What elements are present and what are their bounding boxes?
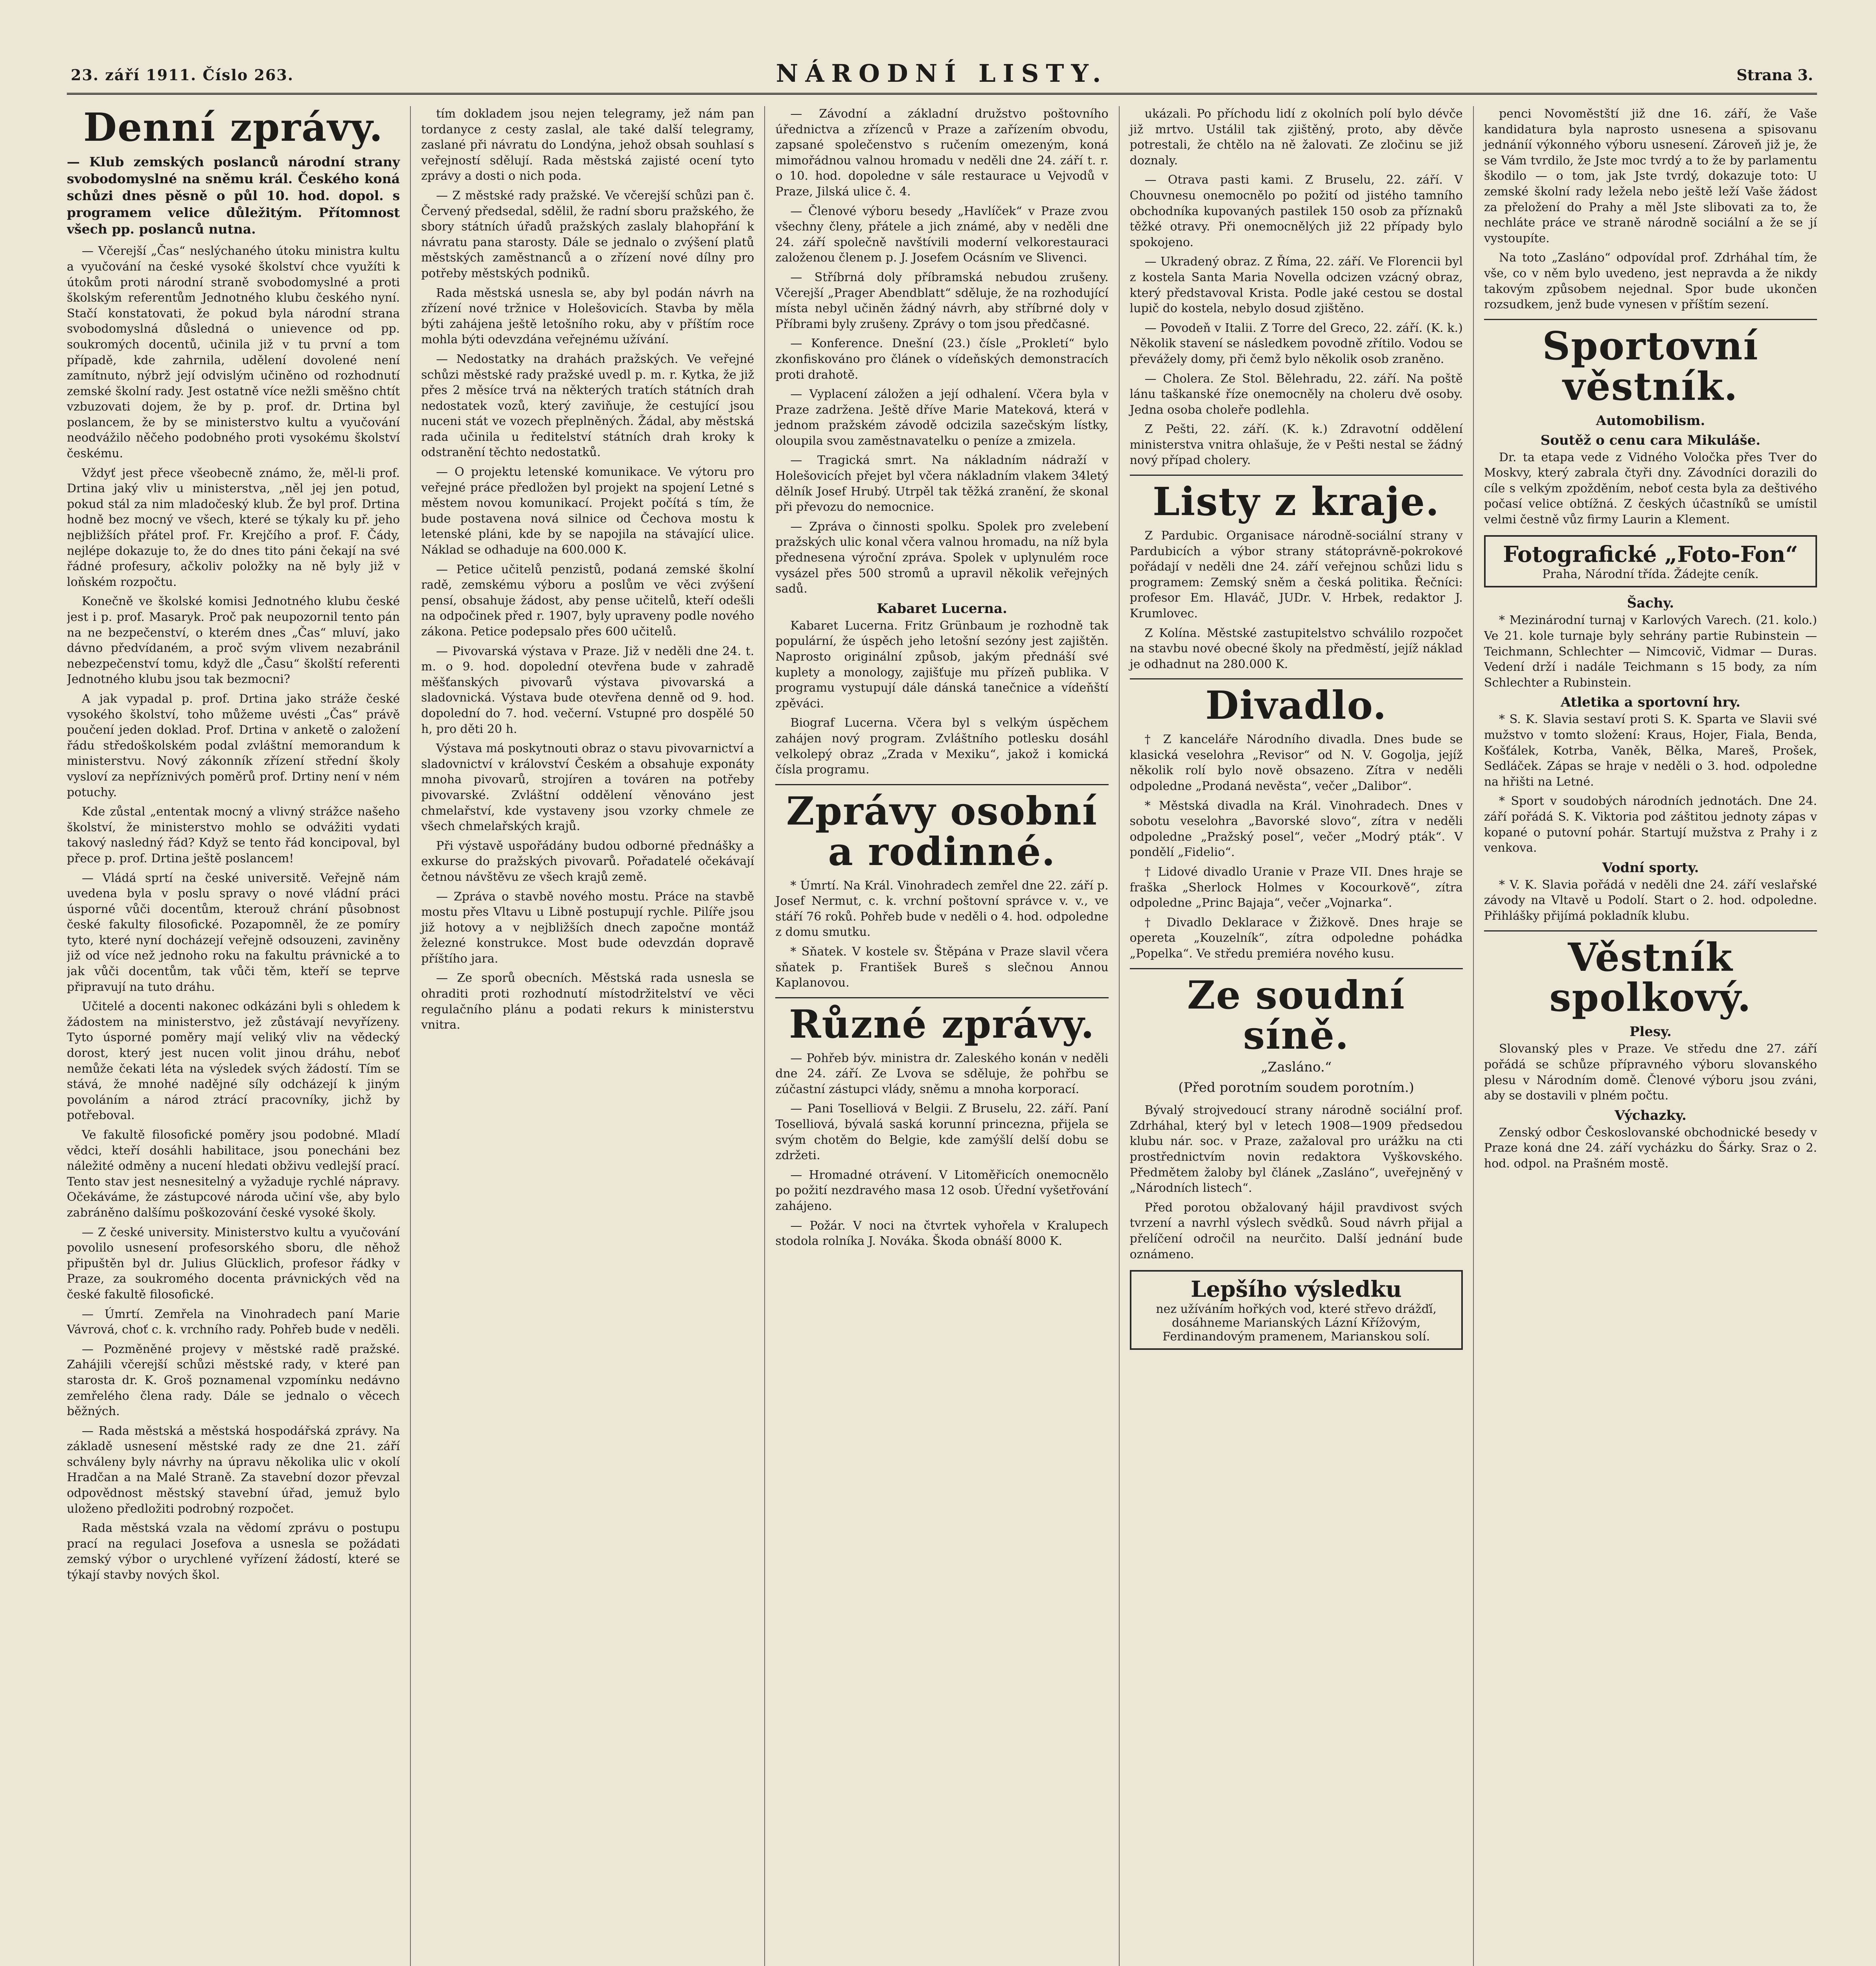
article-paragraph: — Zpráva o činnosti spolku. Spolek pro zvelebení pražských ulic konal včera valnou hromadu, na níž byla přednesena výroční zpráva. Spolek v uplynulém roce vysázel přes 500 stromů a upravil několik veřejných sadů. [775, 519, 1109, 596]
section-divider [1484, 930, 1817, 931]
article-paragraph: A jak vypadal p. prof. Drtina jako stráže české vysokého školství, toho můžeme uvésti „Čas“ právě poučení jeden doklad. Prof. Drtina v anketě o založení řádu středoškolském podal zvláštní memorandum k ministerstvu. Nový zákonník zřízení střední školy vysloví za nepříznivých poměrů prof. Drtiny není v ném potuchy. [67, 692, 400, 799]
article-paragraph: — Úmrtí. Zemřela na Vinohradech paní Marie Vávrová, choť c. k. vrchního rady. Pohřeb bude v neděli. [67, 1307, 400, 1337]
article-paragraph: Z Pardubic. Organisace národně-sociální strany v Pardubicích a výbor strany státoprávně-pokrokové pořádají v neděli dne 24. září veřejnou schůzi lidu s programem: Zemský sněm a česká politika. Řečníci: profesor Em. Hlaváč, JUDr. V. Hrbek, redaktor J. Krumlovec. [1129, 528, 1463, 620]
article-paragraph: — Nedostatky na drahách pražských. Ve veřejné schůzi městské rady pražské uvedl p. m. r. Kytka, že již přes 2 měsíce trvá na některých tratích státních drah nedostatek vozů, který zaviňuje, že cestující jsou nuceni stát ve vozech přeplněných. Žádal, aby městská rada učinila u ředitelství státních drah kroky k odstranění těchto nedostatků. [421, 352, 754, 460]
ad-headline: Lepšího výsledku [1190, 1276, 1402, 1303]
article-title: Soutěž o cenu cara Mikuláše. [1540, 432, 1761, 448]
page-number: Strana 3. [1736, 66, 1813, 84]
article-paragraph: — Cholera. Ze Stol. Bělehradu, 22. září. Na poště lánu taškanské říze onemocněly na choleru dvě osoby. Jedna osoba choleře podlehla. [1129, 372, 1463, 417]
advertisement [1484, 535, 1817, 587]
article-title: Vodní sporty. [1602, 860, 1699, 876]
article-paragraph: — Pani Toselliová v Belgii. Z Bruselu, 22. září. Paní Toselliová, bývalá saská korunní princezna, přijela se svým chotěm do Belgie, kde zamýšlí delší dobu se zdržeti. [775, 1102, 1109, 1163]
article-paragraph: * Mezinárodní turnaj v Karlových Varech. (21. kolo.) Ve 21. kole turnaje byly sehrány partie Rubinstein — Teichmann, Schlechter — Nimcovič, Vidmar — Duras. Vedení drží i nadále Teichmann s 15 body, za ním Schlechter a Rubinstein. [1484, 613, 1817, 690]
article-title: Plesy. [1629, 1024, 1672, 1040]
article-paragraph: Dr. ta etapa vede z Vidného Voločka přes Tver do Moskvy, který zabrala čtyři dny. Závodníci dorazili do cíle s velkým zpožděním, neboť cesta byla za deštivého počasí velice obtížná. Z českých účastníků se umístil velmi čestně vůz firmy Laurin a Klement. [1484, 450, 1817, 526]
article-paragraph: — Pozměněné projevy v městské radě pražské. Zahájili včerejší schůzi městské rady, v které pan starosta dr. K. Groš poznamenal vzpomínku nedávno zemřelého člena rady. Dále se jednalo o věcech běžných. [67, 1342, 400, 1419]
section-heading: Ze soudní síně. [1187, 972, 1405, 1058]
article-paragraph: — Ze sporů obecních. Městská rada usnesla se ohraditi proti rozhodnutí místodržitelství ve věci regulačního plánu a podati rekurs k ministerstvu vnitra. [421, 971, 754, 1032]
article-paragraph: Zenský odbor Českoslovanské obchodnické besedy v Praze koná dne 24. září vycházku do Šárky. Sraz o 2. hod. odpol. na Prašném mostě. [1484, 1125, 1817, 1171]
article-paragraph: ukázali. Po příchodu lidí z okolních polí bylo dévče již mrtvo. Ustálil tak zjištěný, proto, aby děvče potrestali, že chtělo na ně žalovati. Ze zločinu se již doznaly. [1129, 107, 1463, 168]
article-paragraph: Před porotou obžalovaný hájil pravdivost svých tvrzení a navrhl výslech svědků. Soud návrh přijal a přelíčení odročil na neurčito. Další jednání bude oznámeno. [1129, 1200, 1463, 1261]
section-divider [775, 784, 1108, 785]
section-divider [1130, 475, 1463, 476]
ad-text: nez užíváním hořkých vod, které střevo drážďí, dosáhneme Marianských Lázní Křížovým, Ferdinandovým pramenem, Marianskou solí. [1156, 1302, 1437, 1344]
article-paragraph: — Pivovarská výstava v Praze. Již v neděli dne 24. t. m. o 9. hod. dopolední otevřena bude v zahradě měšťanských pivovarů výstava pivovarská a sladovnická. Výstava bude otevřena denně od 9. hod. dopolední do 7. hod. večerní. Vstupné pro dospělé 50 h, pro děti 20 h. [421, 644, 754, 736]
column-5 [1473, 106, 1817, 1966]
section-heading: Věstník spolkový. [1549, 935, 1752, 1021]
issue-date: 23. září 1911. Číslo 263. [71, 66, 294, 84]
article-paragraph: Při výstavě uspořádány budou odborné přednášky a exkurse do pražských pivovarů. Pořadatelé očekávají četnou návštěvu ze všech krajů země. [421, 839, 754, 884]
article-title: Výchazky. [1615, 1107, 1687, 1123]
article-paragraph: Slovanský ples v Praze. Ve středu dne 27. září pořádá se schůze přípravného výboru slovanského plesu v Národním domě. Členové výboru jsou zváni, aby se dostavili v plném počtu. [1484, 1042, 1817, 1103]
article-paragraph: Konečně ve školské komisi Jednotného klubu české jest i p. prof. Masaryk. Proč pak neupozornil tento pán na ne bezpečenství, o kterém dnes „Čas“ mluví, jako dávno předvídaném, a proč svým vlivem nezabránil nebezpečenství tomu, když dle „Času“ školští referenti Jednotného klubu jsou tak bezmocni? [67, 595, 400, 687]
column-1 [67, 106, 410, 1966]
article-paragraph: * Sport v soudobých národních jednotách. Dne 24. září pořádá S. K. Viktoria pod záštitou jednoty zápas v kopané o putovní pohár. Startují mužstva z Prahy i z venkova. [1484, 794, 1817, 855]
article-paragraph: — Tragická smrt. Na nákladním nádraží v Holešovicích přejet byl včera nákladním vlakem 34letý dělník Josef Hrubý. Utrpěl tak těžká zranění, že skonal při převozu do nemocnice. [775, 453, 1109, 514]
article-paragraph: — Z české university. Ministerstvo kultu a vyučování povolilo usnesení profesorského sboru, dle něhož připuštěn byl dr. Julius Glücklich, profesor řádky v Praze, za soukromého docenta právnických věd na české fakultě filosofické. [67, 1225, 400, 1301]
article-paragraph: — Pohřeb býv. ministra dr. Zaleského konán v neděli dne 24. září. Ze Lvova se sděluje, že pohřbu se zúčastní zástupci vlády, sněmu a mnoha korporací. [775, 1051, 1109, 1096]
article-paragraph: Bývalý strojvedoucí strany národně sociální prof. Zdrháhal, který byl v letech 1908—1909 předsedou klubu nár. soc. v Praze, zažaloval pro urážku na cti prostřednictvím novin redaktora Vyškovského. Předmětem žaloby byl článek „Zasláno“, uveřejněný v „Národních listech“. [1129, 1103, 1463, 1195]
section-heading: Listy z kraje. [1153, 479, 1440, 525]
article-paragraph: Z Kolína. Městské zastupitelstvo schválilo rozpočet na stavbu nové obecné školy na předměstí, jejíž náklad je odhadnut na 280.000 K. [1129, 626, 1463, 671]
article-paragraph: Ve fakultě filosofické poměry jsou podobné. Mladí vědci, kteří dosáhli habilitace, jsou ponecháni bez náležité odměny a nucení hledati obživu vedlejší prací. Tento stav jest nesnesitelný a vyžaduje rychlé nápravy. Očekáváme, že zástupcové národa učiní vše, aby bylo zabráněno dalšímu poškozování české vysoké školy. [67, 1128, 400, 1220]
article-paragraph: — Členové výboru besedy „Havlíček“ v Praze zvou všechny členy, přátele a jich známé, aby v neděli dne 24. září společně navštívili moderní velkorestauraci založenou členem p. J. Josefem Ocásním ve Slivenci. [775, 204, 1109, 265]
article-paragraph: Z Pešti, 22. září. (K. k.) Zdravotní oddělení ministerstva vnitra ohlašuje, že v Pešti nestal se žádný nový případ cholery. [1129, 422, 1463, 468]
article-paragraph: tím dokladem jsou nejen telegramy, jež nám pan tordanyce z cesty zaslal, ale také další telegramy, zaslané při návratu do Londýna, jehož obsah souhlasí s veřejností sdělují. Rada městská zajisté ocení tyto zprávy a dosti o nich poda. [421, 107, 754, 183]
newspaper-title: NÁRODNÍ LISTY. [776, 59, 1108, 88]
section-subheading: „Zasláno.“ [1261, 1059, 1332, 1075]
article-paragraph: — Požár. V noci na čtvrtek vyhořela v Kralupech stodola rolníka J. Nováka. Škoda obnáší 8000 K. [775, 1219, 1109, 1248]
article-paragraph: * Sňatek. V kostele sv. Štěpána v Praze slavil včera sňatek p. František Bureš s slečnou Annou Kaplanovou. [775, 944, 1109, 990]
article-paragraph: Učitelé a docenti nakonec odkázáni byli s ohledem k žádostem na ministerstvo, jež zůstávají nevyřízeny. Tyto úsporné poměry mají veliký vliv na vědecký dorost, který jest nucen volit jinou dráhu, neboť nemůže čekati léta na výsledek svých žádostí. Tím se stává, že mnohé nadějné síly odcházejí k jiným povoláním a národ ztrácí pracovníky, jichž by potřeboval. [67, 1000, 400, 1123]
columns [67, 106, 1817, 1966]
article-paragraph: — Z městské rady pražské. Ve včerejší schůzi pan č. Červený předsedal, sdělil, že radní sboru pražského, že sbory státních úřadů pražských zaslaly blahopřání k návratu pana starosty. Dále se jednalo o zvýšení platů městských zaměstnanců a o zřízení nové dílny pro potřeby městských podniků. [421, 188, 754, 280]
article-paragraph: Kabaret Lucerna. Fritz Grünbaum je rozhodně tak populární, že úspěch jeho letošní sezóny jest zajištěn. Naprosto originální způsob, jakým přednáší své kuplety a monology, zajišťuje mu přízeň publika. V programu vystupují dále dánská tanečnice a vídeňští zpěváci. [775, 619, 1109, 711]
section-divider [1484, 319, 1817, 320]
column-3 [764, 106, 1118, 1966]
section-heading: Denní zprávy. [83, 106, 384, 150]
article-paragraph: Kde zůstal „ententak mocný a vlivný strážce našeho školství, že ministerstvo mohlo se odvážiti vydati takový nasledný řád? Když se tento řád koncipoval, byl přece p. prof. Drtina ještě poslancem! [67, 805, 400, 865]
article-title: Šachy. [1627, 595, 1674, 611]
article-paragraph: † Z kanceláře Národního divadla. Dnes bude se klasická veselohra „Revisor“ od N. V. Gogolja, jejíž několik rolí bylo nově obsazeno. Zítra v neděli odpoledne „Prodaná nevěsta“, večer „Dalibor“. [1129, 733, 1463, 793]
article-paragraph: Vždyť jest přece všeobecně známo, že, měl-li prof. Drtina jaký vliv u ministerstva, „něl jej jen potud, pokud stál za nim mladočeský klub. Že byl prof. Drtina hodně bez mocný ve všech, které se týkaly ku př. jeho nejbližších přátel prof. Fr. Krejčího a prof. F. Čády, nejlépe dokazuje to, že do dnes tito páni čekají na své řádné profesury, ačkoliv položky na ně byly již v loňském rozpočtu. [67, 466, 400, 589]
article-paragraph: — Včerejší „Čas“ neslýchaného útoku ministra kultu a vyučování na české vysoké školství chce využíti k útokům proti národní straně svobodomyslné a proti školským referentům Jednotného klubu českého nyní. Stačí konstatovati, že pokud byla národní strana svobodomyslná důsledná o unievence od pp. soukromých docentů, učinila již v tu první a tom případě, kde zahrnila, udělení dovolené není zamítnuto, nýbrž její odvislým učiněno od rozhodnutí zemské školní rady. Jest ostatně více nežli směšno chtít vzbuzovati dojem, že by p. prof. dr. Drtina byl poslancem, že by se ministerstvo kultu a vyučování neodvážilo něčeho podobného proti vysokému školství českému. [67, 244, 400, 461]
article-title: Kabaret Lucerna. [877, 600, 1007, 617]
article-paragraph: * S. K. Slavia sestaví proti S. K. Sparta ve Slavii své mužstvo v tomto složení: Kraus, Hojer, Fiala, Benda, Košťálek, Kotrba, Vaněk, Bělka, Mareš, Prošek, Sedláček. Zápas se hraje v neděli o 3. hod. odpoledne na hřišti na Letné. [1484, 712, 1817, 789]
section-heading: Sportovní věstník. [1542, 323, 1759, 409]
article-paragraph: — O projektu letenské komunikace. Ve výtoru pro veřejné práce předložen byl projekt na spojení Letné s městem novou komunikací. Projekt počítá s tím, že bude postavena nová silnice od Čechova mostu k letenské pláni, kde by se napojila na stávající ulice. Náklad se odhaduje na 600.000 K. [421, 465, 754, 557]
section-divider [1130, 968, 1463, 969]
article-paragraph: Rada městská usnesla se, aby byl podán návrh na zřízení nové tržnice v Holešovicích. Stavba by měla býti zahájena ještě letošního roku, aby v příštím roce mohla býti odevzdána veřejnému užívání. [421, 286, 754, 347]
article-paragraph: † Divadlo Deklarace v Žižkově. Dnes hraje se opereta „Kouzelník“, zítra odpoledne pohádka „Popelka“. Ve středu premiéra nového kusu. [1129, 915, 1463, 961]
article-paragraph: — Konference. Dnešní (23.) čísle „Prokletí“ bylo zkonfiskováno pro článek o vídeňských demonstracích proti drahotě. [775, 337, 1109, 382]
article-paragraph: * Úmrtí. Na Král. Vinohradech zemřel dne 22. září p. Josef Nermut, c. k. vrchní poštovní správce v. v., ve stáří 76 roků. Pohřeb bude v neděli o 4. hod. odpoledne z domu smutku. [775, 878, 1109, 939]
article-paragraph: * V. K. Slavia pořádá v neděli dne 24. září veslařské závody na Vltavě u Podolí. Start o 2. hod. odpoledne. Přihlášky přijímá pokladník klubu. [1484, 878, 1817, 923]
article-title: Automobilism. [1596, 412, 1705, 429]
section-divider [1130, 678, 1463, 679]
column-2 [410, 106, 764, 1966]
section-subheading: (Před porotním soudem porotním.) [1178, 1080, 1414, 1096]
article-paragraph: — Rada městská a městská hospodářská zprávy. Na základě usnesení městské rady ze dne 21. září schváleny byly návrhy na úpravu několika ulic v okolí Hradčan a na Malé Straně. Za stavební dozor převzal odpovědnost městský stavební úřad, jemuž bylo uloženo předložiti podrobný rozpočet. [67, 1424, 400, 1516]
masthead [67, 59, 1817, 95]
article-paragraph: — Hromadné otrávení. V Litoměřicích onemocnělo po požití nezdravého masa 12 osob. Úřední vyšetřování zahájeno. [775, 1168, 1109, 1213]
article-paragraph: † Lidové divadlo Uranie v Praze VII. Dnes hraje se fraška „Sherlock Holmes v Kocourkově“, zítra odpoledne „Princ Bajaja“, večer „Vojnarka“. [1129, 865, 1463, 910]
article-paragraph: — Závodní a základní družstvo poštovního úřednictva a zřízenců v Praze a zařízením obvodu, zapsané společenstvo s ručením omezeným, koná mimořádnou valnou hromadu v neděli dne 24. září t. r. o 10. hod. dopoledne v sále restaurace u Vejvodů v Praze, Jilská ulice č. 4. [775, 107, 1109, 199]
section-heading: Zprávy osobní a rodinné. [786, 788, 1098, 874]
article-paragraph: Výstava má poskytnouti obraz o stavu pivovarnictví a sladovnictví v království Českém a obsahuje exponáty mnoha pivovarů, strojíren a továren na potřeby pivovarské. Zvláštní oddělení věnováno jest chmelařství, kde vystaveny jsou vzorky chmele ze všech chmelařských krajů. [421, 742, 754, 834]
column-4 [1119, 106, 1473, 1966]
article-paragraph: * Městská divadla na Král. Vinohradech. Dnes v sobotu veselohra „Bavorské slovo“, zítra v neděli odpoledne „Pražský posel“, večer „Modrý pták“. V pondělí „Fidelio“. [1129, 799, 1463, 860]
article-paragraph: penci Novoměstští již dne 16. září, že Vaše kandidatura byla naprosto usnesena a spisovanu jednáníí výkonného výboru usnesení. Zároveň již je, že se Vám tvrdilo, že Jste moc tvrdý a to že by parlamentu škodilo — o tom, jak Jste tvrdý, dokazuje toto: U zemské školní rady ležela nebo ještě leží Vaše žádost za přeložení do Prahy a měl Jste slibovati za to, že nechláte práce ve straně národně sociální a že se jí vystoupíte. [1484, 107, 1817, 245]
article-paragraph: — Stříbrná doly příbramská nebudou zrušeny. Včerejší „Prager Abendblatt“ sděluje, že na rozhodující místa nebyl učiněn žádný návrh, aby stříbrné doly v Příbrami byly zrušeny. Zprávy o tom jsou předčasné. [775, 270, 1109, 331]
article-paragraph: Na toto „Zasláno“ odpovídal prof. Zdrháhal tím, že vše, co v něm bylo uvedeno, jest nepravda a že nikdy takovým způsobem nejednal. Spor bude ukončen rozsudkem, jenž bude vynesen v příštím sezení. [1484, 251, 1817, 312]
advertisement [1130, 1270, 1463, 1350]
article-paragraph: — Povodeň v Italii. Z Torre del Greco, 22. září. (K. k.) Několik stavení se následkem povodně zřítilo. Vodou se převážely domy, při čemž bylo několik osob zraněno. [1129, 321, 1463, 366]
article-paragraph: — Ukradený obraz. Z Říma, 22. září. Ve Florencii byl z kostela Santa Maria Novella odcizen vzácný obraz, který představoval Krista. Podle jaké cestou se dostal lupič do kostela, nebylo dosud zjištěno. [1129, 255, 1463, 316]
article-paragraph: — Petice učitelů penzistů, podaná zemské školní radě, zemskému výboru a poslům ve věci zvýšení pensí, obsahuje žádost, aby pense učitelů, kteří odešli na odpočinek před r. 1907, byly upraveny podle nového zákona. Petice podepsalo přes 600 učitelů. [421, 562, 754, 639]
article-paragraph: Biograf Lucerna. Včera byl s velkým úspěchem zahájen nový program. Zvláštního potlesku dosáhl velkolepý obraz „Zrada v Mexiku“, jakož i komická čísla programu. [775, 716, 1109, 777]
section-heading: Divadlo. [1205, 683, 1387, 729]
article-paragraph: Rada městská vzala na vědomí zprávu o postupu prací na regulaci Josefova a usnesla se požádati zemský výbor o urychlené vyřízení žádostí, které se týkají stavby nových škol. [67, 1521, 400, 1582]
section-divider [775, 997, 1108, 998]
ad-headline: Fotografické „Foto-Fon“ [1503, 541, 1798, 568]
article-paragraph: — Zpráva o stavbě nového mostu. Práce na stavbě mostu přes Vltavu u Libně postupují rychle. Pilíře jsou již hotovy a v nejbližších dnech započne montáž železné konstrukce. Most bude odevzdán dopravě příštího jara. [421, 889, 754, 966]
article-paragraph: — Vládá sprtí na české universitě. Veřejně nám uvedena byla v poslu spravy o nové vládní práci úsporné vůči docentům, kterouž chrání působnost české fakulty filosofické. Pozapomněl, že ze pomíry tyto, které nyní docházejí veřejně odsouzeni, zaviněny již od více než jednoho roku na fakultu právnické a to jak vůči docentům, tak vůči těm, kteří se teprve připravují na tuto dráhu. [67, 871, 400, 994]
ad-text: Praha, Národní třída. Žádejte ceník. [1542, 567, 1759, 582]
article-paragraph: — Vyplacení záložen a její odhalení. Včera byla v Praze zadržena. Ještě dříve Marie Mateková, která v jednom pražském závodě odcizila sazečským lístky, oloupila svou zaměstnavatelku o peníze a zmizela. [775, 387, 1109, 448]
article-title: Atletika a sportovní hry. [1560, 694, 1741, 711]
article-paragraph: — Otrava pasti kami. Z Bruselu, 22. září. V Chouvnesu onemocnělo po požití od jistého tamního obchodníka kupovaných pastilek 150 osob za příznaků těžké otravy. Při onemocnělých již 22 případy bylo spokojeno. [1129, 173, 1463, 249]
section-heading: Různé zprávy. [789, 1001, 1095, 1047]
lead-paragraph: — Klub zemských poslanců národní strany svobodomyslné na sněmu král. Českého koná schůzi dnes pěsně o půl 10. hod. dopol. s programem velice důležitým. Přítomnost všech pp. poslanců nutna. [67, 154, 400, 237]
